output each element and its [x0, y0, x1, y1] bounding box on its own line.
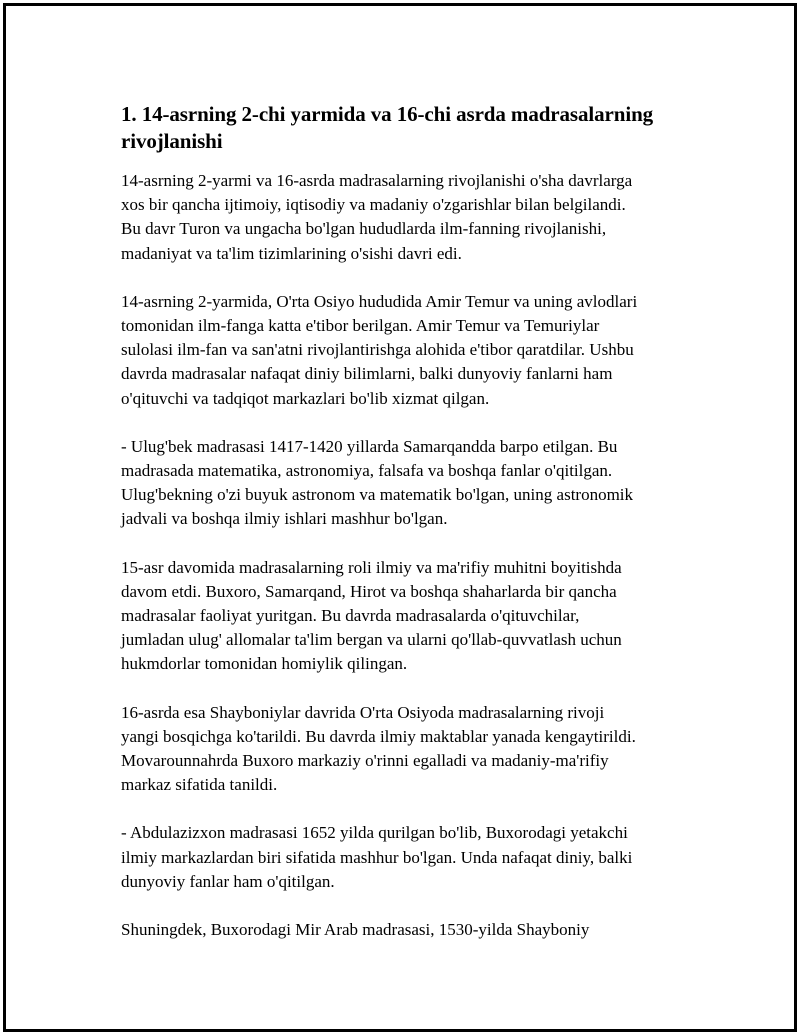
text-line: dunyoviy fanlar ham o'qitilgan.: [121, 871, 335, 891]
document-body: [121, 101, 711, 966]
paragraph-intro: [121, 169, 711, 266]
section-heading: [121, 101, 711, 155]
heading-line: 1. 14-asrning 2-chi yarmida va 16-chi asrda madrasalarning: [121, 102, 654, 126]
text-line: jumladan ulug' allomalar ta'lim bergan va ularni qo'llab-quvvatlash uchun: [121, 630, 622, 650]
text-line: jadvali va boshqa ilmiy ishlari mashhur bo'lgan.: [121, 509, 448, 529]
paragraph-ulugbek-madrasa: [121, 435, 711, 532]
paragraph-abdulazizxon-madrasa: [121, 821, 711, 894]
text-line: markaz sifatida tanildi.: [121, 775, 278, 795]
page-frame: [3, 3, 797, 1032]
text-line: - Abdulazizxon madrasasi 1652 yilda qurilgan bo'lib, Buxorodagi yetakchi: [121, 823, 628, 843]
text-line: 14-asrning 2-yarmida, O'rta Osiyo hududida Amir Temur va uning avlodlari: [121, 291, 638, 311]
text-line: o'qituvchi va tadqiqot markazlari bo'lib xizmat qilgan.: [121, 388, 490, 408]
text-line: 16-asrda esa Shayboniylar davrida O'rta Osiyoda madrasalarning rivoji: [121, 702, 605, 722]
text-line: tomonidan ilm-fanga katta e'tibor berilgan. Amir Temur va Temuriylar: [121, 316, 600, 336]
text-line: sulolasi ilm-fan va san'atni rivojlantirishga alohida e'tibor qaratdilar. Ushbu: [121, 340, 634, 360]
text-line: madrasada matematika, astronomiya, falsafa va boshqa fanlar o'qitilgan.: [121, 461, 613, 481]
text-line: davom etdi. Buxoro, Samarqand, Hirot va boshqa shaharlarda bir qancha: [121, 581, 617, 601]
text-line: madrasalar faoliyat yuritgan. Bu davrda madrasalarda o'qituvchilar,: [121, 606, 580, 626]
text-line: hukmdorlar tomonidan homiylik qilingan.: [121, 654, 408, 674]
text-line: - Ulug'bek madrasasi 1417-1420 yillarda Samarqandda barpo etilgan. Bu: [121, 436, 618, 456]
text-line: xos bir qancha ijtimoiy, iqtisodiy va madaniy o'zgarishlar bilan belgilandi.: [121, 195, 626, 215]
text-line: Bu davr Turon va ungacha bo'lgan hududlarda ilm-fanning rivojlanishi,: [121, 219, 607, 239]
text-line: Ulug'bekning o'zi buyuk astronom va matematik bo'lgan, uning astronomik: [121, 485, 634, 505]
text-line: ilmiy markazlardan biri sifatida mashhur bo'lgan. Unda nafaqat diniy, balki: [121, 847, 633, 867]
text-line: Shuningdek, Buxorodagi Mir Arab madrasasi, 1530-yilda Shayboniy: [121, 920, 590, 940]
paragraph-temurids: [121, 290, 711, 411]
paragraph-15th-century: [121, 556, 711, 677]
text-line: 15-asr davomida madrasalarning roli ilmiy va ma'rifiy muhitni boyitishda: [121, 557, 622, 577]
text-line: davrda madrasalar nafaqat diniy bilimlarni, balki dunyoviy fanlarni ham: [121, 364, 613, 384]
text-line: 14-asrning 2-yarmi va 16-asrda madrasalarning rivojlanishi o'sha davrlarga: [121, 171, 633, 190]
text-line: madaniyat va ta'lim tizimlarining o'sishi davri edi.: [121, 243, 462, 263]
heading-line: rivojlanishi: [121, 129, 223, 153]
text-line: Movarounnahrda Buxoro markaziy o'rinni egalladi va madaniy-ma'rifiy: [121, 751, 609, 771]
paragraph-mir-arab: [121, 918, 711, 942]
paragraph-shaybanids: [121, 701, 711, 798]
text-line: yangi bosqichga ko'tarildi. Bu davrda ilmiy maktablar yanada kengaytirildi.: [121, 726, 636, 746]
